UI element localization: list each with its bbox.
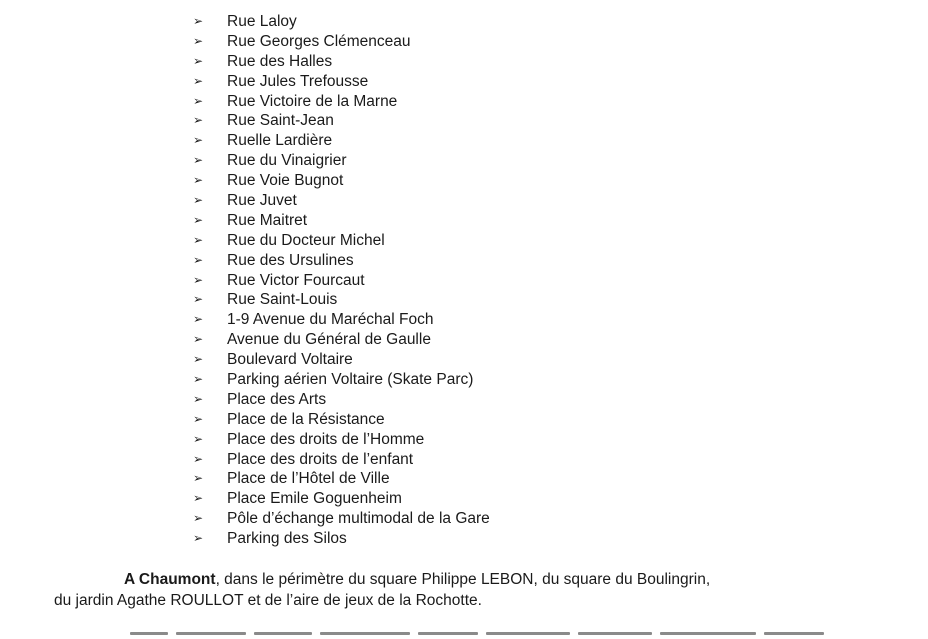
- arrow-bullet-icon: ➢: [193, 411, 204, 426]
- list-item: [193, 251, 490, 271]
- list-item: [193, 290, 490, 310]
- arrow-bullet-icon: ➢: [193, 391, 204, 406]
- arrow-bullet-icon: ➢: [193, 531, 204, 546]
- arrow-bullet-icon: ➢: [193, 511, 204, 526]
- arrow-bullet-icon: ➢: [193, 173, 204, 188]
- arrow-bullet-icon: ➢: [193, 352, 204, 367]
- list-item: [193, 529, 490, 549]
- arrow-bullet-icon: ➢: [193, 312, 204, 327]
- street-name: Place de la Résistance: [227, 410, 385, 428]
- street-name: Ruelle Lardière: [227, 132, 333, 150]
- list-item: [193, 410, 490, 430]
- list-item: [193, 131, 490, 151]
- list-item: [193, 330, 490, 350]
- list-item: [193, 430, 490, 450]
- list-item: [193, 151, 490, 171]
- list-item: [193, 509, 490, 529]
- street-name: Rue Victor Fourcaut: [227, 271, 365, 289]
- street-name: Rue Saint-Louis: [227, 291, 338, 309]
- arrow-bullet-icon: ➢: [193, 73, 204, 88]
- paragraph-line-2: du jardin Agathe ROULLOT et de l’aire de jeux de la Rochotte.: [54, 592, 482, 609]
- list-item: [193, 92, 490, 112]
- arrow-bullet-icon: ➢: [193, 113, 204, 128]
- street-name: Place des Arts: [227, 390, 327, 408]
- list-item: [193, 350, 490, 370]
- arrow-bullet-icon: ➢: [193, 372, 204, 387]
- street-name: Place Emile Goguenheim: [227, 490, 402, 508]
- street-name: Avenue du Général de Gaulle: [227, 331, 431, 349]
- street-name: Rue Maitret: [227, 211, 308, 229]
- street-name: Rue Jules Trefousse: [227, 72, 369, 90]
- list-item: [193, 489, 490, 509]
- arrow-bullet-icon: ➢: [193, 33, 204, 48]
- list-item: [193, 191, 490, 211]
- street-name: Place de l’Hôtel de Ville: [227, 470, 390, 488]
- street-name: Rue Georges Clémenceau: [227, 32, 411, 50]
- list-item: [193, 52, 490, 72]
- list-item: [193, 12, 490, 32]
- street-name: Rue des Halles: [227, 52, 333, 70]
- chaumont-paragraph: [54, 569, 904, 611]
- cut-off-next-line: [130, 632, 870, 639]
- street-name: Parking des Silos: [227, 530, 347, 548]
- street-name: Rue Saint-Jean: [227, 112, 334, 130]
- street-name: Rue du Vinaigrier: [227, 152, 347, 170]
- list-item: [193, 231, 490, 251]
- arrow-bullet-icon: ➢: [193, 431, 204, 446]
- arrow-bullet-icon: ➢: [193, 232, 204, 247]
- arrow-bullet-icon: ➢: [193, 14, 204, 28]
- street-name: Pôle d’échange multimodal de la Gare: [227, 510, 490, 528]
- street-name: Rue Victoire de la Marne: [227, 92, 398, 110]
- paragraph-bold-lead: A Chaumont: [124, 571, 216, 588]
- list-item: [193, 390, 490, 410]
- arrow-bullet-icon: ➢: [193, 451, 204, 466]
- arrow-bullet-icon: ➢: [193, 272, 204, 287]
- street-name: 1-9 Avenue du Maréchal Foch: [227, 311, 434, 329]
- arrow-bullet-icon: ➢: [193, 491, 204, 506]
- arrow-bullet-icon: ➢: [193, 332, 204, 347]
- list-item: [193, 450, 490, 470]
- street-name: Parking aérien Voltaire (Skate Parc): [227, 371, 474, 389]
- street-name: Boulevard Voltaire: [227, 351, 353, 369]
- street-name: Place des droits de l’enfant: [227, 450, 414, 468]
- list-item: [193, 72, 490, 92]
- paragraph-line-1: [54, 569, 904, 590]
- list-item: [193, 211, 490, 231]
- street-list: [193, 12, 490, 549]
- arrow-bullet-icon: ➢: [193, 133, 204, 148]
- paragraph-line-1-text: , dans le périmètre du square Philippe LEBON, du square du Boulingrin,: [215, 571, 711, 588]
- list-item: [193, 111, 490, 131]
- arrow-bullet-icon: ➢: [193, 471, 204, 486]
- arrow-bullet-icon: ➢: [193, 212, 204, 227]
- list-item: [193, 171, 490, 191]
- street-name: Place des droits de l’Homme: [227, 430, 425, 448]
- street-name: Rue du Docteur Michel: [227, 231, 385, 249]
- arrow-bullet-icon: ➢: [193, 153, 204, 168]
- street-name: Rue des Ursulines: [227, 251, 354, 269]
- list-item: [193, 370, 490, 390]
- arrow-bullet-icon: ➢: [193, 93, 204, 108]
- street-name: Rue Laloy: [227, 13, 297, 30]
- arrow-bullet-icon: ➢: [193, 252, 204, 267]
- list-item: [193, 469, 490, 489]
- street-name: Rue Juvet: [227, 192, 297, 210]
- arrow-bullet-icon: ➢: [193, 193, 204, 208]
- street-name: Rue Voie Bugnot: [227, 172, 344, 190]
- list-item: [193, 310, 490, 330]
- list-item: [193, 271, 490, 291]
- arrow-bullet-icon: ➢: [193, 292, 204, 307]
- list-item: [193, 32, 490, 52]
- arrow-bullet-icon: ➢: [193, 53, 204, 68]
